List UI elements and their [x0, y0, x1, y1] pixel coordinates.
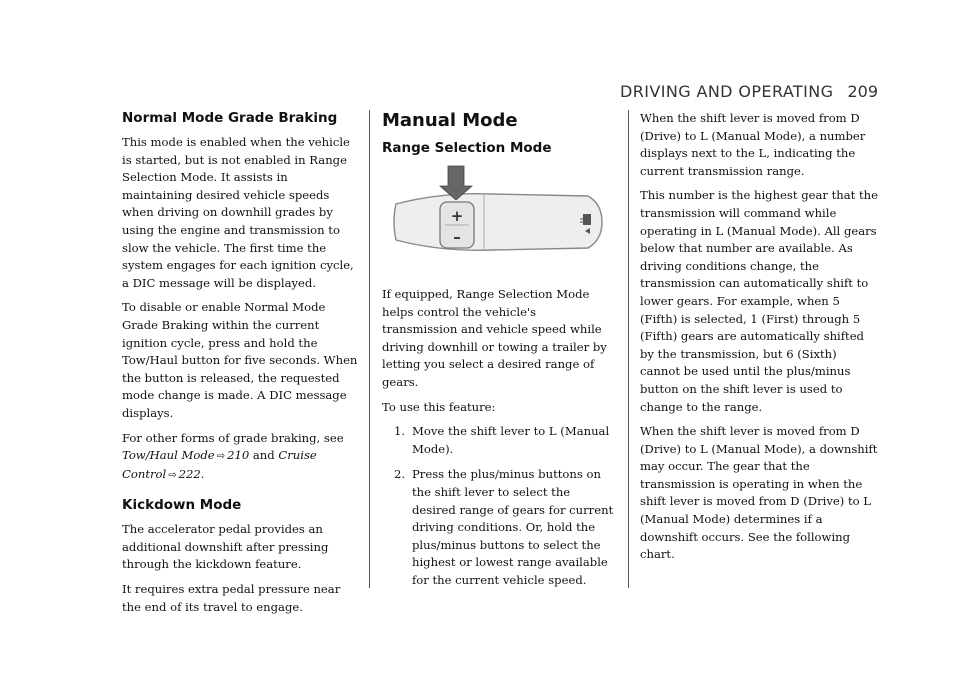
- list-item: [382, 423, 614, 458]
- column-right: [640, 110, 880, 571]
- step-text: Press the plus/minus buttons on the shift lever to select the desired range of gears for current driving conditions. Or, hold the plus/minus buttons to select the highest or lowest range available for the current vehicle speed.: [412, 467, 614, 587]
- text: For other forms of grade braking, see: [122, 430, 344, 445]
- paragraph: It requires extra pedal pressure near the end of its travel to engage.: [122, 582, 341, 614]
- column-divider: [628, 110, 629, 588]
- page-number: 209: [847, 82, 878, 101]
- list-item: [382, 466, 614, 589]
- paragraph: This number is the highest gear that the transmission will command while operating in L (Manual Mode). All gears below that number are available. As driving conditions change, the transmission can automatically shift to lower gears. For example, when 5 (Fifth) is selected, 1 (First) through 5 (Fifth) gears are automatically shifted by the transmission, but 6 (Sixth) cannot be used until the plus/minus button on the shift lever is used to change to the range.: [640, 188, 879, 414]
- column-middle: [382, 110, 614, 598]
- text: and: [249, 448, 279, 463]
- heading-range-selection-mode: Range Selection Mode: [382, 140, 552, 156]
- page-header: [620, 82, 878, 106]
- text: .: [200, 466, 205, 481]
- step-number: 2.: [394, 467, 406, 482]
- paragraph: To disable or enable Normal Mode Grade Braking within the current ignition cycle, press and hold the Tow/Haul button for five seconds. When the button is released, the requested mode change is made. A DIC message displays.: [122, 300, 358, 420]
- section-title: DRIVING AND OPERATING: [620, 82, 834, 101]
- paragraph: This mode is enabled when the vehicle is started, but is not enabled in Range Selection Mode. It assists in maintaining desired vehicle speeds when driving on downhill grades by using the engine and transmission to slow the vehicle. The first time the system engages for each ignition cycle, a DIC message will be displayed.: [122, 135, 354, 290]
- paragraph: If equipped, Range Selection Mode helps control the vehicle's transmission and vehicle speed while driving downhill or towing a trailer by letting you select a desired range of gears.: [382, 287, 607, 389]
- shift-lever-body: [394, 194, 602, 251]
- minus-label: –: [453, 228, 461, 246]
- xref-page-number[interactable]: 210: [227, 448, 250, 463]
- heading-manual-mode: Manual Mode: [382, 110, 518, 131]
- xref-page-number[interactable]: 222: [178, 466, 201, 481]
- xref-tow-haul-mode-link[interactable]: Tow/Haul Mode: [122, 448, 215, 463]
- shift-lever-illustration: [382, 164, 614, 274]
- xref-cruise-control-link[interactable]: Cruise Control: [122, 448, 317, 481]
- paragraph-grade-braking-references: [122, 430, 358, 485]
- column-left: [122, 110, 358, 623]
- page-ref-arrow-icon: ⇨: [168, 469, 177, 481]
- step-text: Move the shift lever to L (Manual Mode).: [412, 424, 610, 456]
- paragraph: When the shift lever is moved from D (Drive) to L (Manual Mode), a downshift may occur. The gear that the transmission is operating in when the shift lever is moved from D (Drive) to L (Manual Mode) determines if a downshift occurs. See the following chart.: [640, 424, 878, 562]
- paragraph: When the shift lever is moved from D (Drive) to L (Manual Mode), a number displays next to the L, indicating the current transmission range.: [640, 111, 866, 178]
- paragraph: The accelerator pedal provides an additional downshift after pressing through the kickdown feature.: [122, 522, 329, 572]
- steps-list: [382, 423, 614, 589]
- column-divider: [369, 110, 370, 588]
- heading-normal-mode-grade-braking: Normal Mode Grade Braking: [122, 110, 338, 126]
- plus-label: +: [450, 207, 464, 225]
- paragraph: To use this feature:: [382, 399, 496, 414]
- heading-kickdown-mode: Kickdown Mode: [122, 497, 242, 514]
- page-ref-arrow-icon: ⇨: [216, 451, 226, 463]
- step-number: 1.: [394, 424, 406, 439]
